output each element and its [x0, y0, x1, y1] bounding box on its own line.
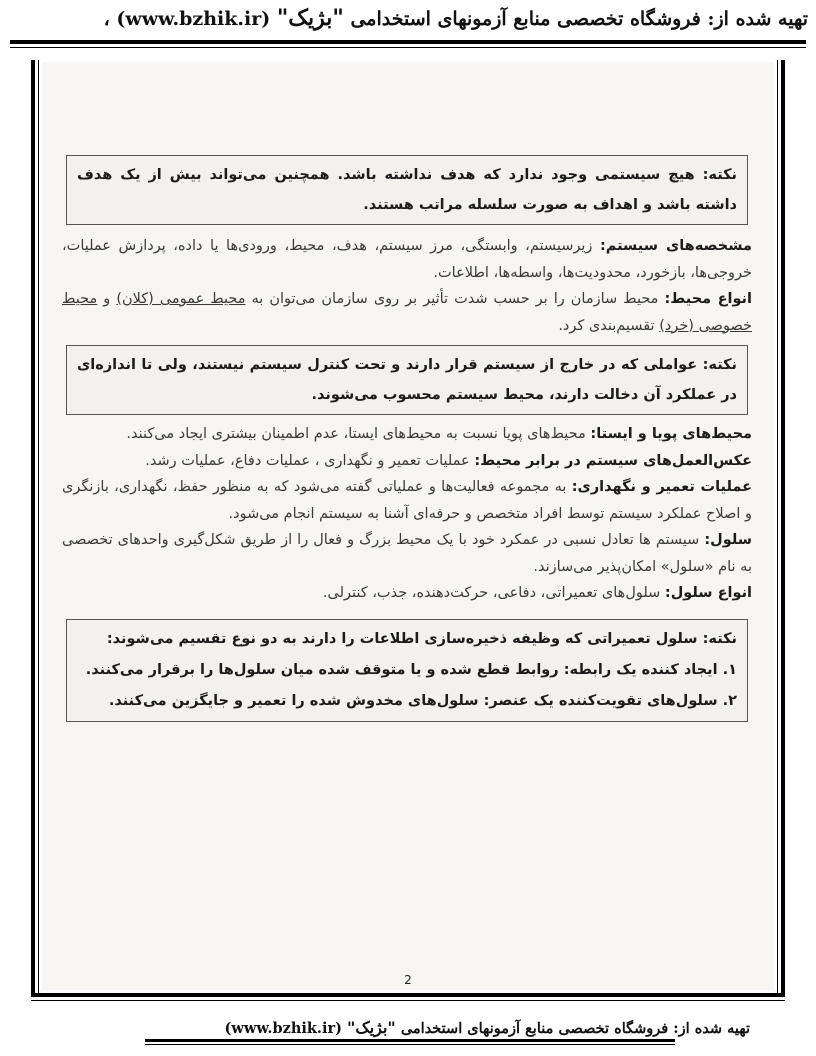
paragraph-environment-types: [62, 286, 752, 339]
page-footer: [224, 1018, 750, 1037]
header-url: (www.bzhik.ir) ،: [103, 8, 277, 30]
footer-rule-thin: [145, 1044, 675, 1045]
text-classification: تقسیم‌بندی کرد.: [558, 317, 660, 334]
underlined-general-environment: محیط عمومی (کلان): [116, 291, 246, 307]
text-dynamic-static: محیط‌های پویا نسبت به محیط‌های ایستا، عدم اطمینان بیشتری ایجاد می‌کنند.: [126, 426, 591, 442]
page-number: 2: [404, 973, 412, 987]
note-box-repair-cells: [66, 619, 748, 722]
term-dynamic-static: محیط‌های پویا و ایستا:: [590, 426, 752, 442]
text-cell-types: سلول‌های تعمیراتی، دفاعی، حرکت‌دهنده، جذب، کنترلی.: [322, 585, 665, 601]
term-system-features: مشخصه‌های سیستم:: [599, 238, 752, 254]
term-cell-types: انواع سلول:: [664, 585, 752, 601]
frame-bottom-thin: [31, 1000, 785, 1001]
paragraph-dynamic-static: [62, 421, 752, 448]
frame-bottom: [31, 993, 785, 997]
page-header: [0, 0, 816, 40]
paragraph-system-features: [62, 233, 752, 286]
underlined-specific-environment: محیط خصوصی (خرد): [62, 291, 752, 334]
text-system-features: زیرسیستم، وابستگی، مرز سیستم، هدف، محیط، ورودی‌ها یا داده، پردازش عملیات، خروجی‌ها، بازخورد، محدودیت‌ها، واسطه‌ها، اطلاعات.: [62, 238, 752, 281]
footer-url: (www.bzhik.ir): [224, 1020, 348, 1037]
paragraph-maintenance: [62, 474, 752, 527]
term-cell: سلول:: [704, 532, 752, 548]
text-cell: سیستم ها تعادل نسبی در عمکرد خود با یک محیط بزرگ و فعال را از طریق شکل‌گیری واحدهای تخصصی به نام «سلول» امکان‌پذیر می‌سازند.: [62, 532, 752, 575]
note-box-goals: نکته: هیچ سیستمی وجود ندارد که هدف نداشته باشد. همچنین می‌تواند بیش از یک هدف داشته باشد و اهداف به صورت سلسله مراتب هستند.: [66, 155, 748, 225]
term-maintenance: عملیات تعمیر و نگهداری:: [571, 479, 752, 495]
text-system-reactions: عملیات تعمیر و نگهداری ، عملیات دفاع، عملیات رشد.: [145, 452, 475, 469]
frame-right: [781, 60, 785, 995]
term-environment-types: انواع محیط:: [664, 291, 752, 307]
note-repair-cells-line1: نکته: سلول تعمیراتی که وظیفه ذخیره‌سازی اطلاعات را دارند به دو نوع تقسیم می‌شوند:: [106, 630, 737, 647]
paragraph-cell: [62, 527, 752, 580]
frame-left-thin: [38, 60, 39, 995]
paragraph-system-reactions: [62, 448, 752, 475]
header-rule-thin: [10, 47, 806, 48]
term-system-reactions: عکس‌العمل‌های سیستم در برابر محیط:: [474, 452, 752, 469]
footer-brand: "بژیک": [347, 1018, 396, 1037]
note-repair-cells-line3: ۲. سلول‌های تقویت‌کننده یک عنصر: سلول‌های مخدوش شده را تعمیر و جایگزین می‌کنند.: [108, 692, 737, 709]
note-repair-cells-line2: ۱. ایجاد کننده یک رابطه: روابط قطع شده و یا متوقف شده میان سلول‌ها را برقرار می‌کنند.: [85, 661, 737, 678]
footer-prefix: تهیه شده از: فروشگاه تخصصی منابع آزمونهای استخدامی: [395, 1020, 750, 1037]
frame-left: [31, 60, 35, 995]
text-and: و: [97, 291, 117, 307]
header-prefix: تهیه شده از: فروشگاه تخصصی منابع آزمونهای استخدامی: [343, 8, 808, 30]
note-box-environment: نکته: عواملی که در خارج از سیستم قرار دارند و تحت کنترل سیستم نیستند، ولی تا اندازه‌ای در عملکرد آن دخالت دارند، محیط سیستم محسوب می‌شوند.: [66, 345, 748, 415]
header-brand: "بژیک": [276, 5, 344, 31]
text-environment-types: محیط سازمان را بر حسب شدت تأثیر بر روی سازمان می‌توان به: [245, 291, 665, 307]
page-content: [62, 155, 752, 728]
paragraph-cell-types: [62, 580, 752, 607]
footer-rule: [145, 1039, 675, 1042]
text-maintenance: به مجموعه فعالیت‌ها و عملیاتی گفته می‌شود که به منظور حفظ، نگهداری، بازنگری و اصلاح عملکرد سیستم توسط افراد متخصص و حرفه‌ای آشنا به سیستم انجام می‌شود.: [62, 479, 752, 522]
header-rule: [10, 40, 806, 44]
frame-right-thin: [777, 60, 778, 995]
